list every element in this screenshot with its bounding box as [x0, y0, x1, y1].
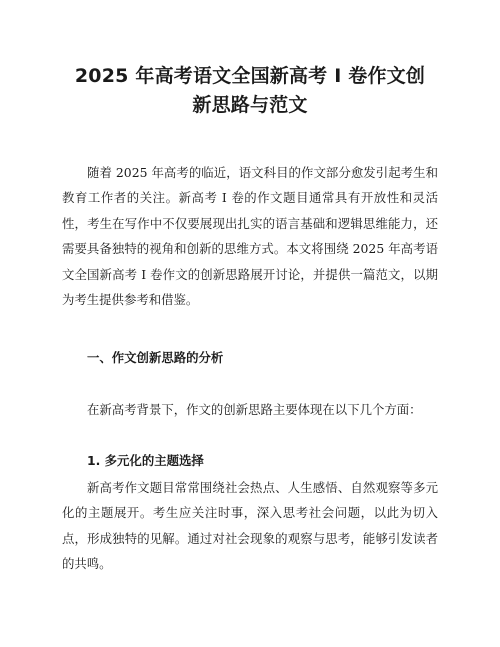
section-heading: 一、作文创新思路的分析 — [87, 350, 224, 366]
section-lead-paragraph: 在新高考背景下，作文的创新思路主要体现在以下几个方面： — [87, 402, 422, 418]
document-title — [62, 62, 438, 120]
document-title-line-1: 2025 年高考语文全国新高考 I 卷作文创 — [74, 65, 426, 87]
document-title-line-2: 新思路与范文 — [192, 94, 308, 116]
subsection-heading: 1. 多元化的主题选择 — [87, 452, 204, 468]
intro-paragraph: 随着 2025 年高考的临近，语文科目的作文部分愈发引起考生和教育工作者的关注。新高考 I 卷的作文题目通常具有开放性和灵活性，考生在写作中不仅要展现出扎实的语言基础和逻辑思维能力，还需要具备独特的视角和创新的思维方式。本文将围绕 2025 年高考语文全国新高考 I 卷作文的创新思路展开讨论，并提供一篇范文，以期为考生提供参考和借鉴。 — [62, 165, 438, 308]
subsection-body-paragraph: 新高考作文题目常常围绕社会热点、人生感悟、自然观察等多元化的主题展开。考生应关注时事，深入思考社会问题，以此为切入点，形成独特的见解。通过对社会现象的观察与思考，能够引发读者的共鸣。 — [62, 479, 438, 572]
